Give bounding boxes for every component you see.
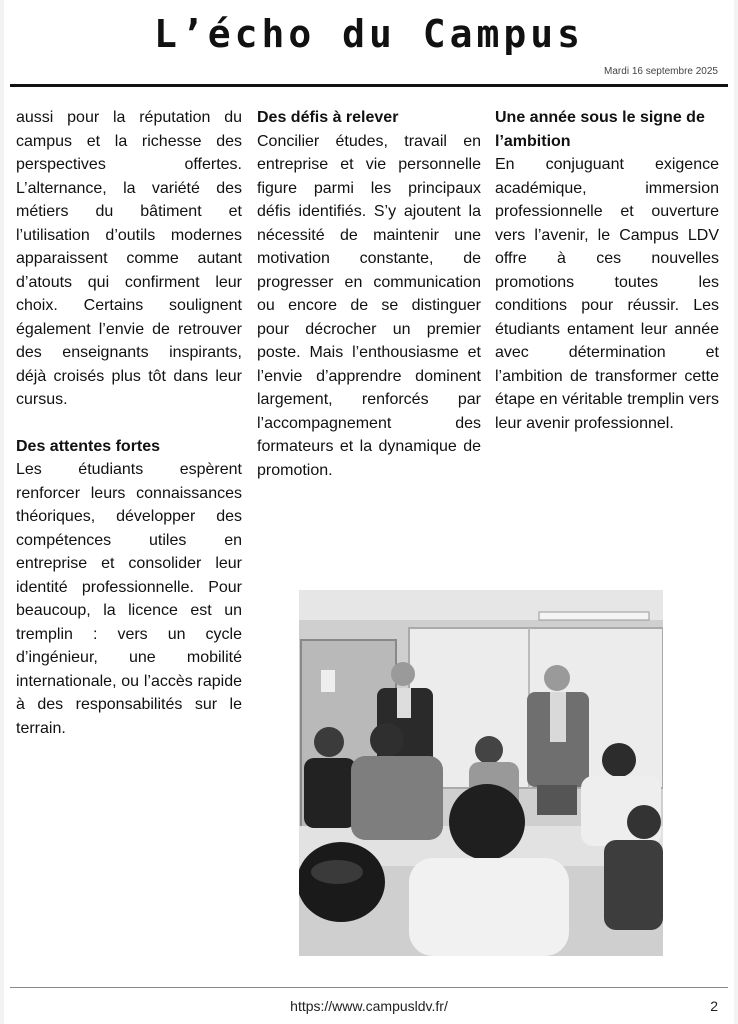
- classroom-photo-illustration: [299, 590, 663, 956]
- section-heading-defis: Des défis à relever: [257, 109, 399, 126]
- column-1-intro: aussi pour la réputation du campus et la richesse des perspectives offertes. L’alternance, la variété des métiers du bâtiment et l’utilisation d’outils modernes apparaissent comme autant d’atouts qui confirment leur choix. Certains soulignent également l’envie de retrouver des enseignants inspirants, déjà croisés plus tôt dans leur cursus.: [16, 109, 242, 408]
- article-column-2: [257, 106, 481, 482]
- newsletter-page: [4, 0, 734, 1024]
- header-divider: [10, 84, 728, 87]
- newsletter-title: L’écho du Campus: [153, 12, 585, 56]
- section-body-ambition: En conjuguant exigence académique, immersion professionnelle et ouverture vers l’avenir, le Campus LDV offre à ces nouvelles promotions toutes les conditions pour réussir. Les étudiants entament leur année avec détermination et l’ambition de transformer cette étape en véritable tremplin vers leur avenir professionnel.: [495, 156, 719, 432]
- section-body-defis: Concilier études, travail en entreprise et vie personnelle figure parmi les principaux défis identifiés. S’y ajoutent la nécessité de maintenir une motivation constante, de progresser en communication ou encore de se distinguer pour décrocher un premier poste. Mais l’enthousiasme et l’envie d’apprendre dominent largement, renforcés par l’accompagnement des formateurs et la dynamique de promotion.: [257, 132, 481, 479]
- footer-website-link[interactable]: https://www.campusldv.fr/: [290, 998, 448, 1014]
- article-column-3: [495, 106, 719, 435]
- article-column-1: [16, 106, 242, 740]
- page-number: 2: [710, 998, 718, 1014]
- column-1-spacer: [16, 412, 242, 435]
- section-heading-ambition: Une année sous le signe de l’ambition: [495, 109, 705, 150]
- footer-divider: [10, 987, 728, 988]
- section-heading-attentes: Des attentes fortes: [16, 437, 161, 455]
- section-body-attentes: Les étudiants espèrent renforcer leurs connaissances théoriques, développer des compétences utiles en entreprise et consolider leur identité professionnelle. Pour beaucoup, la licence est un tremplin : vers un cycle d’ingénieur, une mobilité internationale, ou l’accès rapide à des responsabilités sur le terrain.: [16, 461, 242, 737]
- issue-date: Mardi 16 septembre 2025: [604, 66, 718, 77]
- classroom-photo: [299, 590, 663, 956]
